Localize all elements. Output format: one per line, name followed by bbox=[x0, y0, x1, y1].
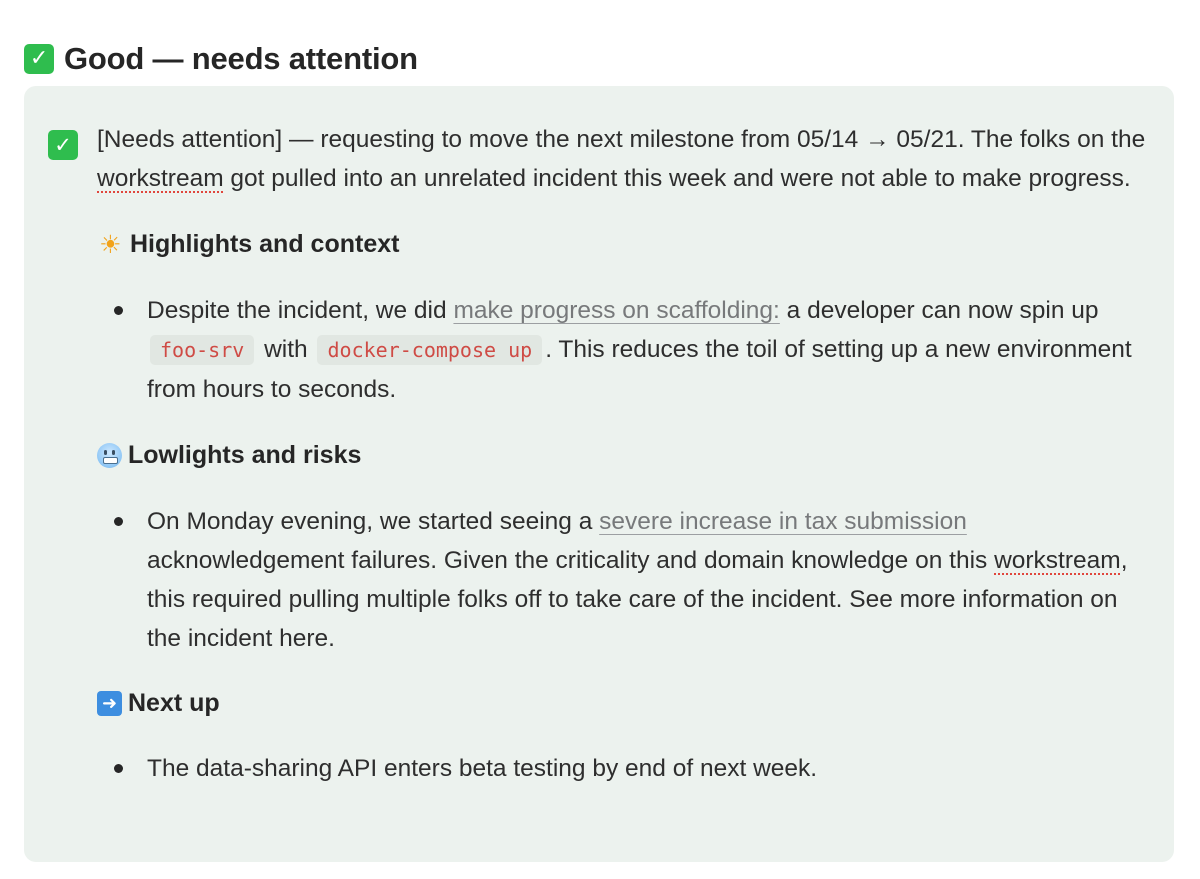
page-heading-text: Good — needs attention bbox=[64, 40, 418, 76]
section-title-text: Next up bbox=[128, 689, 220, 717]
scaffolding-progress-link[interactable]: make progress on scaffolding: bbox=[453, 297, 780, 324]
spellcheck-flagged-word: workstream bbox=[994, 547, 1121, 574]
lowlights-list bbox=[97, 502, 1147, 658]
bullet-text: Despite the incident, we did bbox=[147, 297, 454, 324]
list-item bbox=[97, 291, 1147, 409]
section-title-text: Lowlights and risks bbox=[128, 441, 362, 469]
check-mark-button-icon[interactable]: ✓ bbox=[48, 130, 78, 160]
list-item bbox=[97, 502, 1147, 658]
next-up-list bbox=[97, 749, 1147, 788]
section-heading-next-up bbox=[97, 684, 1147, 723]
cold-face-icon bbox=[97, 443, 122, 468]
bullet-dot bbox=[114, 764, 123, 773]
inline-code-foo-srv: foo-srv bbox=[150, 335, 254, 365]
bullet-text: acknowledgement failures. Given the criticality and domain knowledge on this bbox=[147, 547, 995, 574]
callout-content bbox=[97, 120, 1147, 788]
spellcheck-flagged-word: workstream bbox=[97, 165, 224, 192]
bullet-text: . This reduces the toil of setting up a new environment from hours to seconds. bbox=[147, 336, 1132, 403]
status-callout bbox=[24, 86, 1174, 862]
bullet-text: with bbox=[257, 336, 315, 363]
lead-text: [Needs attention] — requesting to move the next milestone from 05/14 → 05/21. The folks on the bbox=[97, 126, 1146, 153]
bullet-text: a developer can now spin up bbox=[779, 297, 1099, 324]
section-heading-highlights bbox=[97, 225, 1147, 264]
lead-text: got pulled into an unrelated incident this week and were not able to make progress. bbox=[223, 165, 1131, 192]
inline-code-docker-compose: docker-compose up bbox=[317, 335, 542, 365]
bullet-dot bbox=[114, 517, 123, 526]
bullet-text: On Monday evening, we started seeing a bbox=[147, 508, 600, 535]
list-item bbox=[97, 749, 1147, 788]
section-heading-lowlights bbox=[97, 436, 1147, 475]
section-title-text: Highlights and context bbox=[130, 230, 400, 258]
bullet-text: The data-sharing API enters beta testing by end of next week. bbox=[147, 755, 818, 782]
right-arrow-icon: ➜ bbox=[97, 691, 122, 716]
tax-submission-incident-link[interactable]: severe increase in tax submission bbox=[599, 508, 967, 535]
callout-lead-paragraph bbox=[97, 120, 1147, 198]
page-heading bbox=[24, 39, 418, 79]
highlights-list bbox=[97, 291, 1147, 409]
sun-icon: ☀ bbox=[99, 230, 122, 259]
bullet-dot bbox=[114, 306, 123, 315]
check-mark-button-icon: ✓ bbox=[24, 44, 54, 74]
bullet-text: , this required pulling multiple folks off to take care of the incident. See more information on the incident here. bbox=[147, 547, 1128, 652]
